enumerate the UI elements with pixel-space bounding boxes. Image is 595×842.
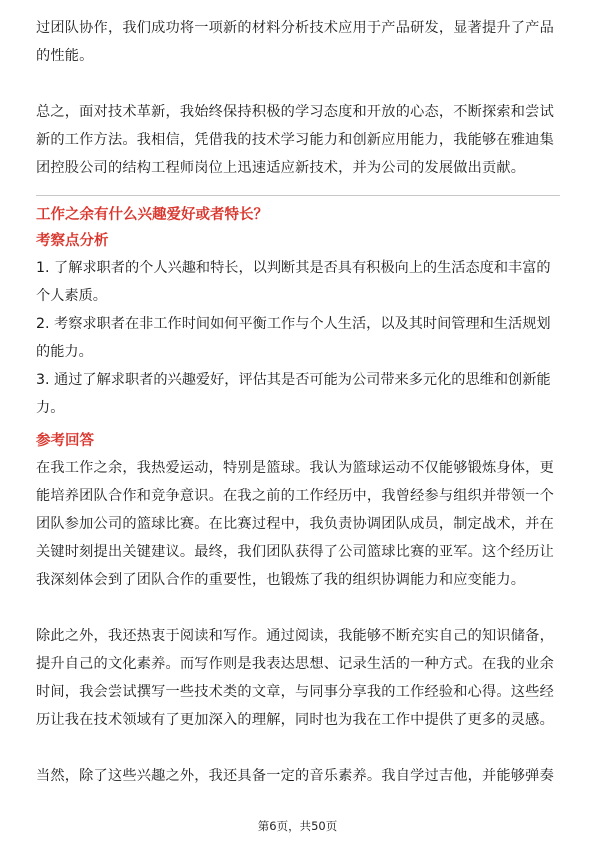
analysis-item-3: 3. 通过了解求职者的兴趣爱好，评估其是否可能为公司带来多元化的思维和创新能力。: [36, 372, 551, 416]
answer-paragraph-2: 除此之外，我还热衷于阅读和写作。通过阅读，我能够不断充实自己的知识储备，提升自己的文化素养。而写作则是我表达思想、记录生活的一种方式。在我的业余时间，我会尝试撰写一些技术类的文章，与同事分享我的工作经验和心得。这些经历让我在技术领域有了更加深入的理解，同时也为我在工作中提供了更多的灵感。: [36, 628, 554, 728]
question-heading: 工作之余有什么兴趣爱好或者特长？: [36, 207, 268, 223]
answer-paragraph-1: 在我工作之余，我热爱运动，特别是篮球。我认为篮球运动不仅能够锻炼身体，更能培养团队合作和竞争意识。在我之前的工作经历中，我曾经参与组织并带领一个团队参加公司的篮球比赛。在比赛过程中，我负责协调团队成员，制定战术，并在关键时刻提出关键建议。最终，我们团队获得了公司篮球比赛的亚军。这个经历让我深刻体会到了团队合作的重要性，也锻炼了我的组织协调能力和应变能力。: [36, 460, 554, 588]
section-divider: [36, 195, 560, 196]
answer-paragraph-3: 当然，除了这些兴趣之外，我还具备一定的音乐素养。我自学过吉他，并能够弹奏: [36, 768, 554, 784]
page-content: [36, 14, 560, 790]
intro-paragraph-1: 过团队协作，我们成功将一项新的材料分析技术应用于产品研发，显著提升了产品的性能。: [36, 20, 554, 64]
intro-paragraph-2: 总之，面对技术革新，我始终保持积极的学习态度和开放的心态，不断探索和尝试新的工作方法。我相信，凭借我的技术学习能力和创新应用能力，我能够在雅迪集团控股公司的结构工程师岗位上迅速适应新技术，并为公司的发展做出贡献。: [36, 104, 554, 176]
page-number-footer: 第6页，共50页: [257, 819, 338, 833]
answer-heading: 参考回答: [36, 433, 94, 449]
analysis-item-2: 2. 考察求职者在非工作时间如何平衡工作与个人生活，以及其时间管理和生活规划的能力。: [36, 316, 551, 360]
analysis-heading: 考察点分析: [36, 233, 109, 249]
analysis-item-1: 1. 了解求职者的个人兴趣和特长，以判断其是否具有积极向上的生活态度和丰富的个人素质。: [36, 260, 551, 304]
